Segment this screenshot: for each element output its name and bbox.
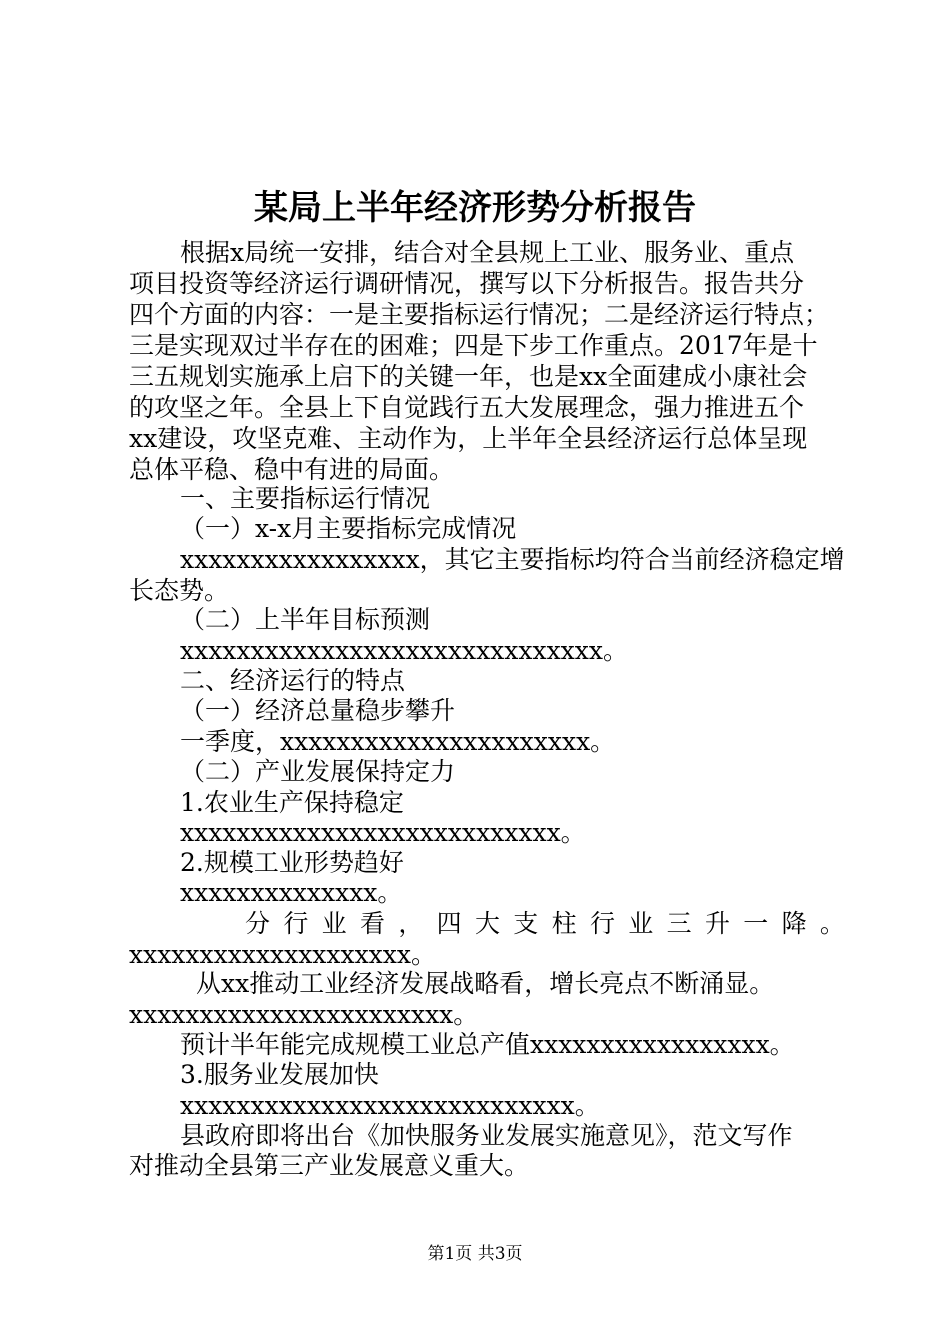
paragraph-line: 四个方面的内容：一是主要指标运行情况；二是经济运行特点； (129, 300, 830, 329)
paragraph-line: xxxxxxxxxxxxxxxxxxxxxxxxxxxxxx。 (180, 636, 628, 665)
character: ， (398, 909, 424, 938)
character: 分 (245, 909, 271, 938)
paragraph-line: 总体平稳、稳中有进的局面。 (129, 455, 455, 484)
document-title: 某局上半年经济形势分析报告 (254, 188, 696, 228)
character: 业 (321, 909, 347, 938)
paragraph-line: xxxxxxxxxxxxxxxxxxxx。 (129, 940, 436, 969)
paragraph-line: 对推动全县第三产业发展意义重大。 (129, 1151, 530, 1180)
character: 业 (628, 909, 654, 938)
character: 一 (743, 909, 769, 938)
subsection-heading: （一）经济总量稳步攀升 (180, 696, 456, 725)
paragraph-line: xxxxxxxxxxxxxxxxxxxxxxxxxxx。 (180, 818, 586, 847)
paragraph-line: 长态势。 (129, 576, 230, 605)
paragraph-line: 县政府即将出台《加快服务业发展实施意见》，范文写作 (180, 1121, 793, 1150)
character: 支 (513, 909, 539, 938)
subsection-heading: （二）上半年目标预测 (180, 605, 431, 634)
character: 柱 (551, 909, 577, 938)
paragraph-line: xxxxxxxxxxxxxxxxxxxxxxx。 (129, 1000, 479, 1029)
paragraph-line: 一季度，xxxxxxxxxxxxxxxxxxxxxx。 (180, 727, 616, 756)
paragraph-line: xxxxxxxxxxxxxx。 (180, 878, 403, 907)
paragraph-line: 三五规划实施承上启下的关键一年，也是xx全面建成小康社会 (129, 362, 808, 391)
item-heading: 1.农业生产保持稳定 (180, 788, 404, 817)
character: 降 (781, 909, 807, 938)
character: 升 (704, 909, 730, 938)
item-heading: 2.规模工业形势趋好 (180, 848, 404, 877)
character: 行 (589, 909, 615, 938)
paragraph-line: 三是实现双过半存在的困难；四是下步工作重点。2017年是十 (129, 331, 818, 360)
paragraph-line: xxxxxxxxxxxxxxxxx，其它主要指标均符合当前经济稳定增 (180, 545, 845, 574)
subsection-heading: （一）x-x月主要指标完成情况 (180, 514, 517, 543)
section-heading: 二、经济运行的特点 (180, 666, 406, 695)
section-heading: 一、主要指标运行情况 (180, 484, 431, 513)
character: 看 (359, 909, 385, 938)
justified-text (245, 909, 845, 939)
character: 。 (819, 909, 845, 938)
paragraph-line: 从xx推动工业经济发展战略看，增长亮点不断涌显。 (196, 969, 775, 998)
paragraph-line: 的攻坚之年。全县上下自觉践行五大发展理念，强力推进五个 (129, 393, 805, 422)
paragraph-line: xx建设，攻坚克难、主动作为，上半年全县经济运行总体呈现 (129, 424, 808, 453)
page-footer: 第1页 共3页 (427, 1244, 523, 1264)
paragraph-line-justified (245, 909, 845, 939)
paragraph-line: 预计半年能完成规模工业总产值xxxxxxxxxxxxxxxxx。 (180, 1030, 795, 1059)
paragraph-line: 根据x局统一安排，结合对全县规上工业、服务业、重点 (180, 238, 795, 267)
paragraph-line: 项目投资等经济运行调研情况，撰写以下分析报告。报告共分 (129, 269, 805, 298)
subsection-heading: （二）产业发展保持定力 (180, 757, 456, 786)
character: 大 (474, 909, 500, 938)
character: 行 (283, 909, 309, 938)
item-heading: 3.服务业发展加快 (180, 1060, 379, 1089)
character: 三 (666, 909, 692, 938)
character: 四 (436, 909, 462, 938)
paragraph-line: xxxxxxxxxxxxxxxxxxxxxxxxxxxx。 (180, 1091, 600, 1120)
